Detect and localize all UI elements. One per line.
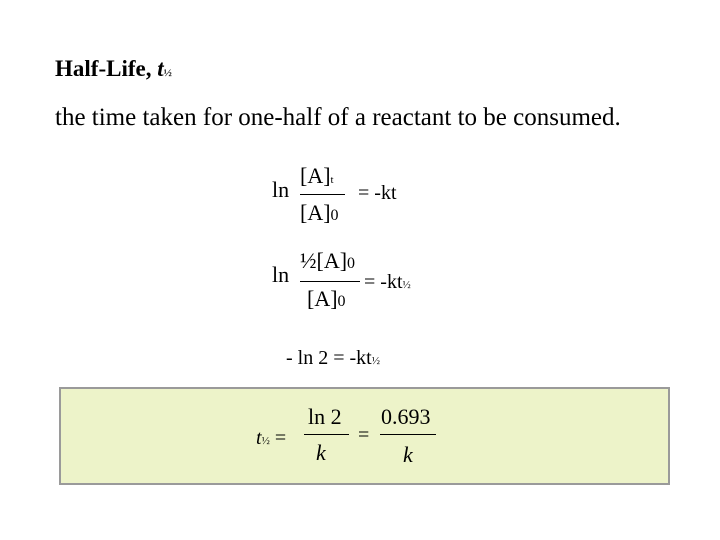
result-frac2-denominator: k [403,442,413,467]
eq1-denominator [300,200,339,226]
result-lhs [256,427,286,450]
eq1-rhs: = -kt [358,182,397,204]
eq2-numerator [300,248,355,274]
eq2-numerator-text: ½[A] [300,248,348,273]
result-lhs-subscript: ½ [261,435,270,447]
eq1-fraction-bar [300,194,345,195]
eq3-subscript: ½ [371,355,380,367]
eq2-denominator-subscript: 0 [337,293,346,310]
eq2-fraction-bar [300,281,360,282]
title-text: Half-Life, [55,56,152,81]
result-frac2-bar [380,434,436,435]
eq2-ln: ln [272,262,290,287]
result-frac1-bar [304,434,349,435]
result-frac1-denominator: k [316,440,326,465]
title-symbol-subscript: ½ [163,67,172,79]
eq2-denominator [307,286,346,312]
result-lhs-equals: = [274,427,287,449]
definition-text: the time taken for one-half of a reactant to be consumed. [55,104,621,131]
eq1-ln: ln [272,177,290,202]
eq1-denominator-subscript: 0 [330,207,339,224]
eq1-denominator-text: [A] [300,200,331,225]
eq1-numerator-subscript: t [330,174,334,186]
eq2-rhs [364,271,411,294]
result-frac2-numerator: 0.693 [381,404,431,429]
result-mid-equals: = [358,424,370,446]
eq2-rhs-text: = -kt [364,271,403,293]
result-frac1-numerator: ln 2 [308,404,342,429]
eq1-numerator-text: [A] [300,163,331,188]
equation-3 [286,347,380,370]
result-lhs-symbol: t [256,427,262,449]
eq2-numerator-subscript: 0 [347,255,356,272]
eq2-rhs-subscript: ½ [402,279,411,291]
title-symbol: t [157,56,164,81]
eq1-numerator [300,163,334,189]
slide-title [55,56,172,82]
eq2-denominator-text: [A] [307,286,338,311]
eq3-text: - ln 2 = -kt [286,347,372,369]
